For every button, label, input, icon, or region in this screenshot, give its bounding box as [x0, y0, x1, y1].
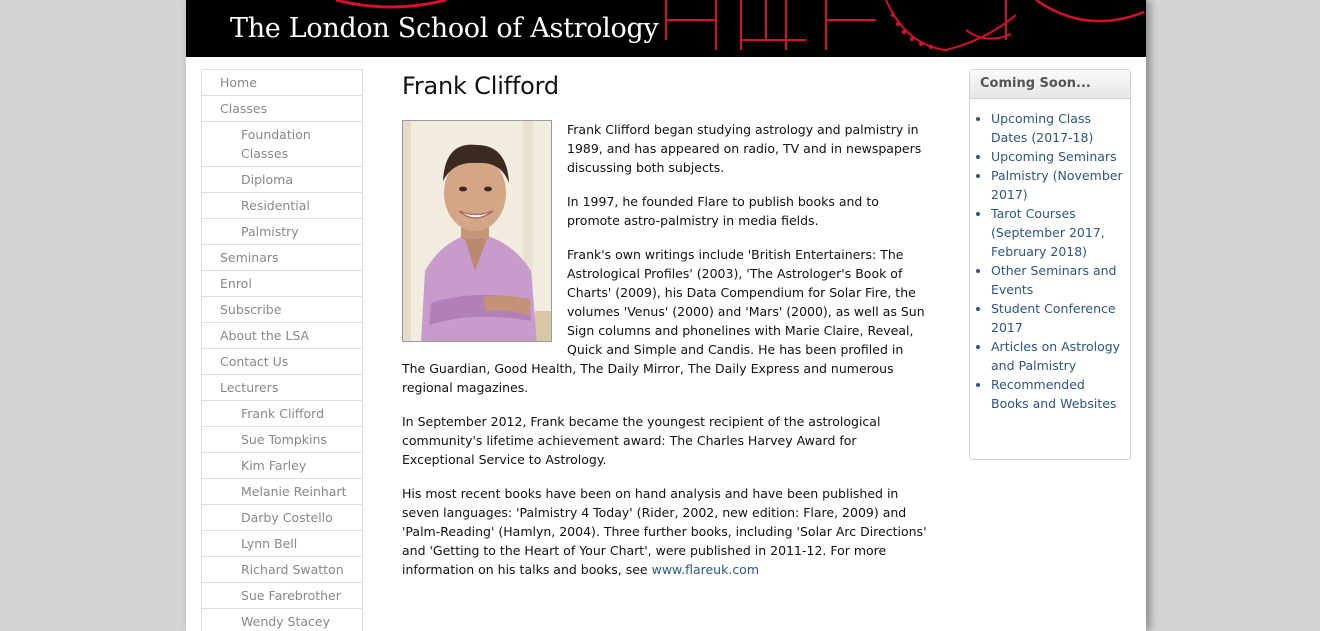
sidebar-link[interactable]: Other Seminars and Events	[991, 263, 1117, 297]
nav-item[interactable]: Subscribe	[202, 297, 362, 323]
nav-item[interactable]: Palmistry	[202, 219, 362, 245]
nav-item[interactable]: Richard Swatton	[202, 557, 362, 583]
site-header	[186, 0, 1146, 57]
nav-item[interactable]: Classes	[202, 96, 362, 122]
bio-paragraph-3: Frank's own writings include 'British Entertainers: The Astrological Profiles' (2003), 'The Astrologer's Book of Charts' (2009), his Data Compendium for Solar Fire, the volumes 'Venus' (2000) and 'Mars' (2000), as well as Sun Sign columns and phonelines with Marie Claire, Reveal, Quick and Simple and Candis. He has been profiled in The Guardian, Good Health, The Daily Mirror, The Daily Express and numerous regional magazines.	[402, 247, 925, 395]
nav-item[interactable]: Sue Farebrother	[202, 583, 362, 609]
coming-soon-sidebar	[969, 69, 1131, 460]
nav-item[interactable]: Home	[202, 70, 362, 96]
bio-paragraph-2: In 1997, he founded Flare to publish books and to promote astro-palmistry in media fields.	[567, 194, 879, 228]
nav-item[interactable]: Foundation Classes	[202, 122, 362, 167]
sidebar-list-item	[991, 204, 1124, 261]
sidebar-list-item	[991, 337, 1124, 375]
nav-item[interactable]: Diploma	[202, 167, 362, 193]
sidebar-link-list	[970, 99, 1130, 413]
nav-item[interactable]: Enrol	[202, 271, 362, 297]
nav-item[interactable]: Darby Costello	[202, 505, 362, 531]
page-title: Frank Clifford	[402, 72, 559, 100]
site-title[interactable]: The London School of Astrology	[230, 13, 659, 44]
nav-item[interactable]: Residential	[202, 193, 362, 219]
bio-paragraph-4: In September 2012, Frank became the youngest recipient of the astrological community's lifetime achievement award: The Charles Harvey Award for Exceptional Service to Astrology.	[402, 414, 881, 467]
nav-item[interactable]: Lynn Bell	[202, 531, 362, 557]
sidebar-list-item	[991, 375, 1124, 413]
bio-paragraph-1: Frank Clifford began studying astrology and palmistry in 1989, and has appeared on radio, TV and in newspapers discussing both subjects.	[567, 122, 922, 175]
nav-item[interactable]: Seminars	[202, 245, 362, 271]
sidebar-list-item	[991, 147, 1124, 166]
sidebar-list-item	[991, 261, 1124, 299]
nav-item[interactable]: Lecturers	[202, 375, 362, 401]
portrait-photo	[402, 120, 552, 342]
left-navigation	[201, 69, 363, 631]
nav-item[interactable]: Frank Clifford	[202, 401, 362, 427]
bio-paragraph-5	[402, 484, 928, 579]
nav-item[interactable]: Sue Tompkins	[202, 427, 362, 453]
main-content	[402, 72, 928, 594]
sidebar-link[interactable]: Recommended Books and Websites	[991, 377, 1117, 411]
nav-item[interactable]: Contact Us	[202, 349, 362, 375]
sidebar-title: Coming Soon...	[970, 70, 1130, 99]
page	[186, 0, 1146, 631]
sidebar-link[interactable]: Student Conference 2017	[991, 301, 1116, 335]
sidebar-link[interactable]: Tarot Courses (September 2017, February 2018)	[991, 206, 1105, 259]
nav-item[interactable]: Kim Farley	[202, 453, 362, 479]
sidebar-link[interactable]: Articles on Astrology and Palmistry	[991, 339, 1121, 373]
sidebar-link[interactable]: Upcoming Seminars	[991, 149, 1117, 164]
nav-item[interactable]: About the LSA	[202, 323, 362, 349]
sidebar-list-item	[991, 299, 1124, 337]
bio-paragraph-5-text: His most recent books have been on hand analysis and have been published in seven languages: 'Palmistry 4 Today' (Rider, 2002, new edition: Flare, 2009) and 'Palm-Reading' (Hamlyn, 2004). Three further books, including 'Solar Arc Directions' and 'Getting to the Heart of Your Chart', were published in 2011-12. For more information on his talks and books, see	[402, 486, 927, 577]
sidebar-link[interactable]: Upcoming Class Dates (2017-18)	[991, 111, 1094, 145]
sidebar-list-item	[991, 166, 1124, 204]
sidebar-list-item	[991, 109, 1124, 147]
flareuk-link[interactable]: www.flareuk.com	[651, 562, 760, 577]
sidebar-link[interactable]: Palmistry (November 2017)	[991, 168, 1123, 202]
nav-item[interactable]: Melanie Reinhart	[202, 479, 362, 505]
nav-item[interactable]: Wendy Stacey	[202, 609, 362, 631]
